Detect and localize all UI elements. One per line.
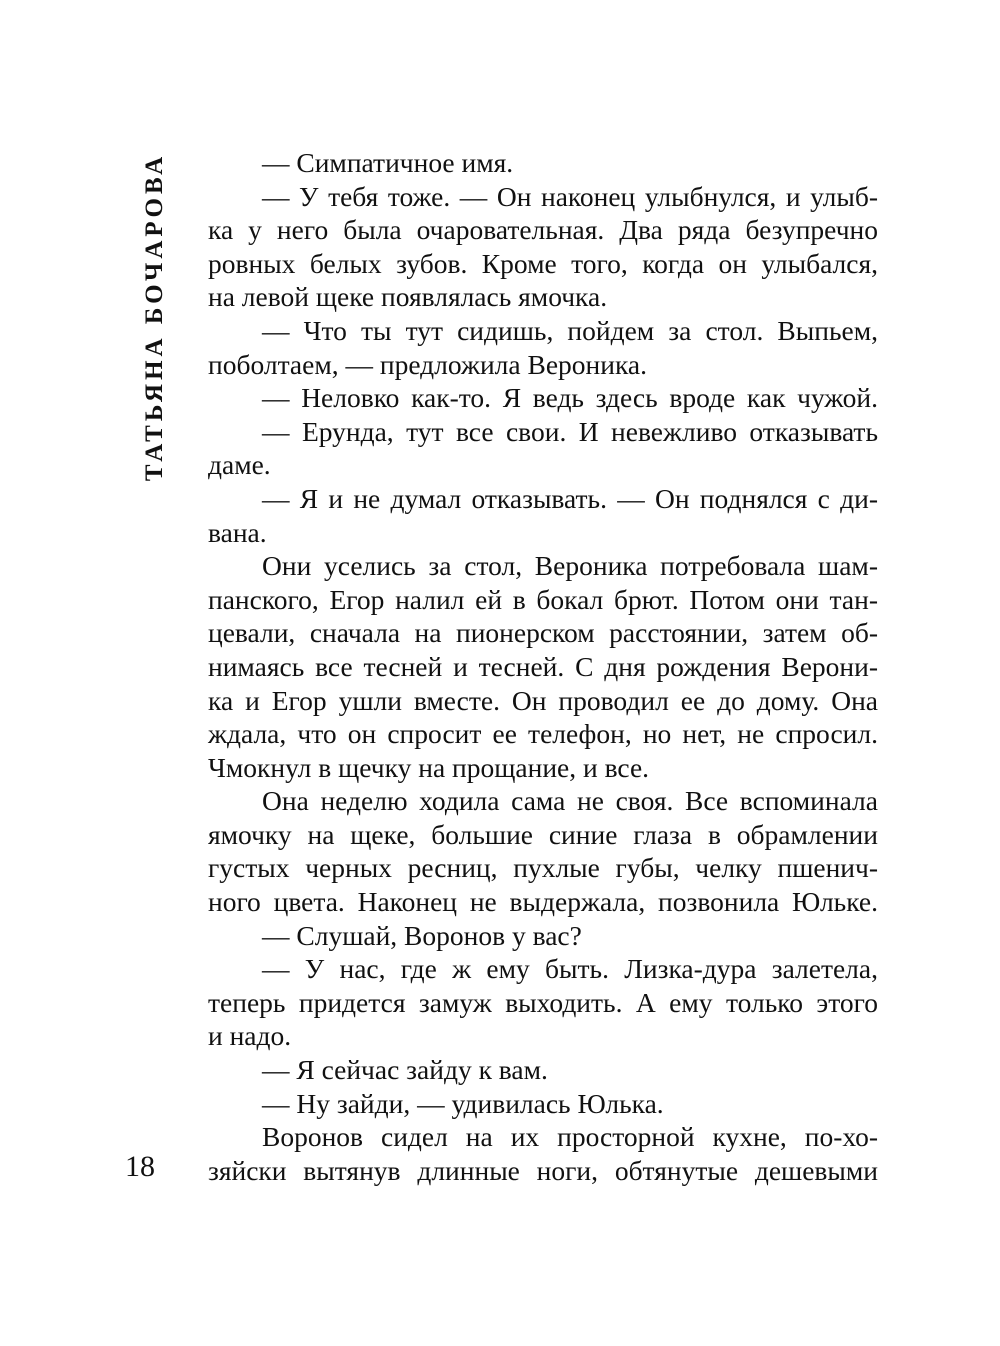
text-line: ямочку на щеке, большие синие глаза в обрамлении — [208, 818, 878, 850]
running-header — [135, 152, 175, 482]
text-line: Они уселись за стол, Вероника потребовала шам- — [262, 550, 878, 582]
text-line: — Слушай, Воронов у вас? — [262, 919, 582, 951]
text-line: — Я сейчас зайду к вам. — [262, 1054, 548, 1086]
text-line: ного цвета. Наконец не выдержала, позвонила Юльке. — [208, 886, 878, 918]
text-line: поболтаем, — предложила Вероника. — [208, 348, 647, 380]
author-name: ТАТЬЯНА БОЧАРОВА — [141, 152, 168, 482]
text-line: зяйски вытянув длинные ноги, обтянутые дешевыми — [208, 1154, 878, 1186]
text-line: нимаясь все тесней и тесней. С дня рождения Верони- — [208, 650, 878, 682]
text-line: густых черных ресниц, пухлые губы, челку пшенич- — [208, 852, 878, 884]
page-number: 18 — [125, 1150, 155, 1183]
text-line: — Ерунда, тут все свои. И невежливо отказывать — [262, 415, 878, 447]
text-line: цевали, сначала на пионерском расстоянии, затем об- — [208, 617, 878, 649]
text-line: — У тебя тоже. — Он наконец улыбнулся, и улыб- — [262, 180, 878, 212]
text-line: даме. — [208, 449, 271, 481]
text-line: Она неделю ходила сама не своя. Все вспоминала — [262, 785, 878, 817]
text-line: Чмокнул в щечку на прощание, и все. — [208, 751, 650, 783]
text-line: — Что ты тут сидишь, пойдем за стол. Выпьем, — [262, 314, 878, 346]
text-line: — У нас, где ж ему быть. Лизка-дура залетела, — [262, 953, 878, 985]
text-line: ровных белых зубов. Кроме того, когда он улыбался, — [208, 247, 878, 279]
text-line: — Симпатичное имя. — [262, 147, 514, 178]
text-line: на левой щеке появлялась ямочка. — [208, 281, 608, 313]
text-line: ждала, что он спросит ее телефон, но нет, не спросил. — [208, 718, 878, 750]
text-line: — Ну зайди, — удивилась Юлька. — [262, 1087, 664, 1119]
text-line: — Неловко как-то. Я ведь здесь вроде как чужой. — [262, 382, 878, 414]
body-text — [208, 146, 878, 1187]
text-line: вана. — [208, 516, 267, 548]
text-line: ка у него была очаровательная. Два ряда безупречно — [208, 214, 878, 246]
text-line: — Я и не думал отказывать. — Он поднялся с ди- — [262, 482, 878, 514]
text-line: ка и Егор ушли вместе. Он проводил ее до дому. Она — [208, 684, 878, 716]
text-line: панского, Егор налил ей в бокал брют. Потом они тан- — [208, 583, 878, 615]
text-line: теперь придется замуж выходить. А ему только этого — [208, 986, 878, 1018]
text-line: и надо. — [208, 1020, 292, 1052]
text-line: Воронов сидел на их просторной кухне, по-хо- — [262, 1121, 878, 1153]
